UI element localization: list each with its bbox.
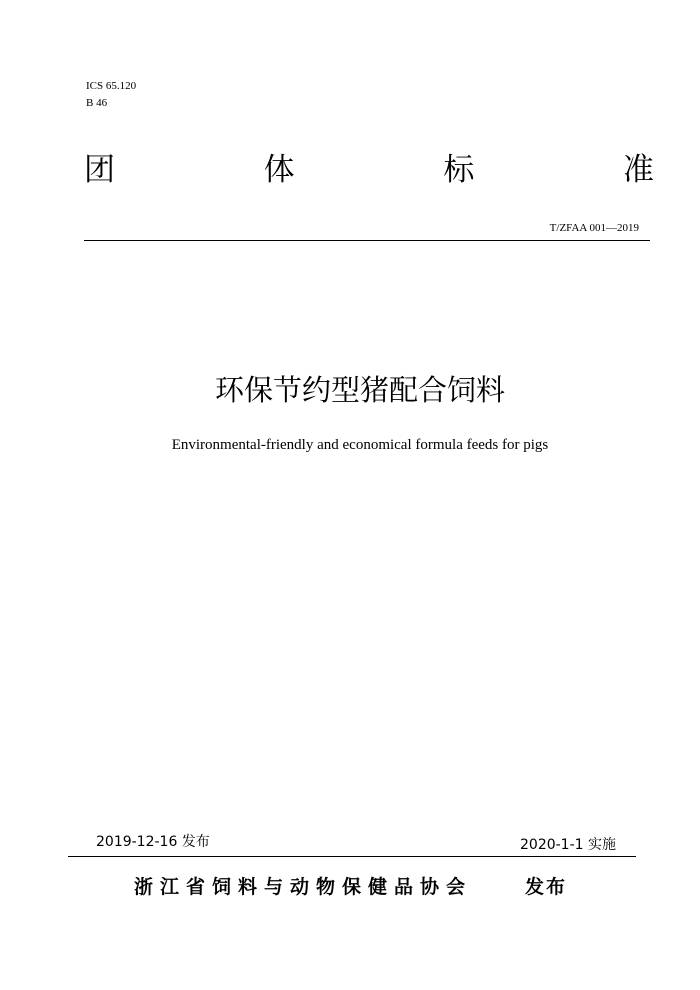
publisher-name: 浙江省饲料与动物保健品协会 xyxy=(134,876,473,898)
standard-type-char: 体 xyxy=(263,152,295,188)
standard-type-heading xyxy=(84,150,654,190)
classification-codes xyxy=(86,78,136,112)
ccs-code: B 46 xyxy=(86,97,108,109)
standard-type-char: 标 xyxy=(443,152,475,188)
document-title-chinese: 环保节约型猪配合饲料 xyxy=(214,373,505,407)
standard-type-char: 准 xyxy=(622,152,654,188)
footer-divider xyxy=(68,856,636,857)
ics-code: ICS 65.120 xyxy=(86,80,137,92)
issue-date: 2019-12-16 发布 xyxy=(96,834,210,850)
standard-type-char: 团 xyxy=(84,152,115,188)
standard-number: T/ZFAA 001—2019 xyxy=(549,222,639,234)
header-divider xyxy=(84,240,650,241)
implementation-date: 2020-1-1 实施 xyxy=(520,837,616,853)
document-title-english: Environmental-friendly and economical formula feeds for pigs xyxy=(171,437,549,453)
publisher-action: 发布 xyxy=(525,876,568,898)
